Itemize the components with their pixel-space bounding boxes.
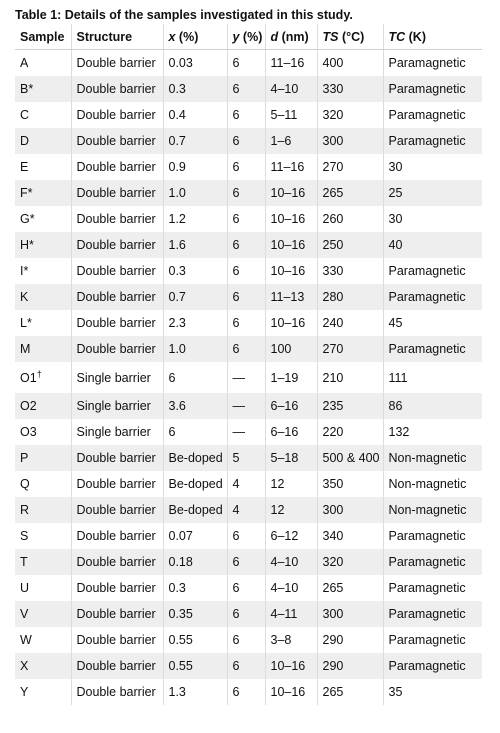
table-row — [15, 419, 482, 445]
cell-d: 6–16 — [265, 419, 317, 445]
cell-ts: 400 — [317, 50, 383, 77]
cell-tc: 35 — [383, 679, 482, 705]
cell-sample: I* — [20, 264, 29, 278]
cell-sample: E — [20, 160, 29, 174]
cell-tc: 132 — [383, 419, 482, 445]
table-row — [15, 601, 482, 627]
cell-ts: 290 — [317, 653, 383, 679]
cell-sample: W — [20, 633, 32, 647]
cell-sample: T — [15, 549, 71, 575]
table-row — [15, 471, 482, 497]
cell-tc: Paramagnetic — [383, 76, 482, 102]
cell-y: 6 — [227, 102, 265, 128]
cell-tc: Non-magnetic — [383, 471, 482, 497]
cell-ts: 340 — [317, 523, 383, 549]
cell-structure: Double barrier — [71, 102, 163, 128]
cell-y: 6 — [227, 180, 265, 206]
table-row — [15, 102, 482, 128]
cell-ts: 270 — [317, 154, 383, 180]
cell-sample: G* — [20, 212, 35, 226]
cell-d: 10–16 — [265, 258, 317, 284]
cell-d: 10–16 — [265, 310, 317, 336]
cell-ts: 210 — [317, 362, 383, 393]
table-row — [15, 206, 482, 232]
cell-x: 0.4 — [163, 102, 227, 128]
cell-sample: C — [20, 108, 30, 122]
cell-x: 0.35 — [163, 601, 227, 627]
table-row — [15, 445, 482, 471]
cell-structure: Double barrier — [71, 310, 163, 336]
cell-d: 10–16 — [265, 232, 317, 258]
table-row — [15, 154, 482, 180]
cell-ts: 250 — [317, 232, 383, 258]
cell-tc: 40 — [383, 232, 482, 258]
cell-structure: Double barrier — [71, 128, 163, 154]
cell-ts: 330 — [317, 76, 383, 102]
cell-y: 6 — [227, 154, 265, 180]
cell-y: 6 — [227, 336, 265, 362]
cell-tc: 111 — [383, 362, 482, 393]
footnote-mark: † — [36, 368, 42, 379]
cell-y: 6 — [227, 601, 265, 627]
header-row — [15, 24, 482, 50]
header-structure: Structure — [71, 24, 163, 50]
cell-tc: 86 — [383, 393, 482, 419]
cell-y: 4 — [227, 497, 265, 523]
cell-d: 10–16 — [265, 206, 317, 232]
header-x: x (%) — [163, 24, 227, 50]
cell-y: 6 — [227, 50, 265, 77]
cell-sample: P — [15, 445, 71, 471]
cell-ts: 320 — [317, 549, 383, 575]
cell-y: 6 — [227, 679, 265, 705]
cell-structure: Double barrier — [71, 232, 163, 258]
table-header — [15, 24, 482, 50]
cell-y: 5 — [227, 445, 265, 471]
cell-y: 6 — [227, 575, 265, 601]
cell-ts: 500 & 400 — [317, 445, 383, 471]
cell-structure: Double barrier — [71, 258, 163, 284]
cell-x: 1.6 — [163, 232, 227, 258]
cell-structure: Double barrier — [71, 523, 163, 549]
table-row — [15, 76, 482, 102]
cell-tc: Non-magnetic — [383, 497, 482, 523]
cell-sample: M — [15, 336, 71, 362]
cell-x: 0.03 — [163, 50, 227, 77]
cell-d: 11–16 — [265, 154, 317, 180]
cell-x: Be-doped — [163, 445, 227, 471]
cell-d: 4–10 — [265, 549, 317, 575]
cell-structure: Double barrier — [71, 549, 163, 575]
cell-y: 4 — [227, 471, 265, 497]
cell-y: 6 — [227, 258, 265, 284]
table-row — [15, 679, 482, 705]
cell-structure: Double barrier — [71, 336, 163, 362]
cell-x: 1.0 — [163, 180, 227, 206]
cell-sample: O1† — [20, 368, 42, 385]
cell-ts: 290 — [317, 627, 383, 653]
cell-y: 6 — [227, 310, 265, 336]
cell-d: 3–8 — [265, 627, 317, 653]
cell-tc: Paramagnetic — [383, 653, 482, 679]
cell-ts: 265 — [317, 575, 383, 601]
cell-sample: L* — [20, 316, 32, 330]
cell-y: — — [227, 419, 265, 445]
cell-d: 1–6 — [265, 128, 317, 154]
cell-structure: Double barrier — [71, 154, 163, 180]
cell-tc: Paramagnetic — [383, 128, 482, 154]
cell-y: 6 — [227, 76, 265, 102]
cell-d: 11–13 — [265, 284, 317, 310]
cell-ts: 320 — [317, 102, 383, 128]
cell-y: 6 — [227, 232, 265, 258]
cell-structure: Single barrier — [71, 362, 163, 393]
cell-ts: 265 — [317, 679, 383, 705]
cell-sample: Y — [20, 685, 29, 699]
cell-sample: S — [20, 529, 29, 543]
cell-x: 0.3 — [163, 76, 227, 102]
cell-d: 4–11 — [265, 601, 317, 627]
cell-x: 6 — [163, 419, 227, 445]
cell-d: 10–16 — [265, 180, 317, 206]
cell-y: 6 — [227, 206, 265, 232]
table-row — [15, 284, 482, 310]
cell-x: Be-doped — [163, 497, 227, 523]
cell-ts: 235 — [317, 393, 383, 419]
table-row — [15, 393, 482, 419]
cell-x: 1.3 — [163, 679, 227, 705]
cell-structure: Double barrier — [71, 445, 163, 471]
cell-structure: Double barrier — [71, 497, 163, 523]
cell-tc: Non-magnetic — [383, 445, 482, 471]
cell-structure: Double barrier — [71, 653, 163, 679]
cell-tc: Paramagnetic — [383, 102, 482, 128]
cell-x: 0.3 — [163, 258, 227, 284]
cell-x: 0.9 — [163, 154, 227, 180]
cell-y: 6 — [227, 128, 265, 154]
header-sample: Sample — [15, 24, 71, 50]
cell-d: 12 — [265, 497, 317, 523]
cell-d: 12 — [265, 471, 317, 497]
cell-d: 6–16 — [265, 393, 317, 419]
cell-sample: Q — [20, 477, 30, 491]
cell-structure: Double barrier — [71, 206, 163, 232]
table-row — [15, 232, 482, 258]
cell-structure: Double barrier — [71, 575, 163, 601]
cell-tc: Paramagnetic — [383, 50, 482, 77]
cell-structure: Double barrier — [71, 601, 163, 627]
cell-d: 1–19 — [265, 362, 317, 393]
cell-sample: X — [15, 653, 71, 679]
cell-x: 0.7 — [163, 128, 227, 154]
cell-sample: O2 — [15, 393, 71, 419]
cell-sample: R — [15, 497, 71, 523]
table-row — [15, 258, 482, 284]
cell-tc: 30 — [383, 206, 482, 232]
cell-d: 4–10 — [265, 76, 317, 102]
header-tc: TC (K) — [383, 24, 482, 50]
table-row — [15, 653, 482, 679]
cell-x: 2.3 — [163, 310, 227, 336]
cell-structure: Double barrier — [71, 471, 163, 497]
table-caption: Table 1: Details of the samples investigated in this study. — [15, 8, 353, 22]
cell-ts: 300 — [317, 601, 383, 627]
cell-sample: K — [15, 284, 71, 310]
cell-tc: Paramagnetic — [383, 549, 482, 575]
cell-y: 6 — [227, 627, 265, 653]
cell-x: 0.7 — [163, 284, 227, 310]
cell-structure: Double barrier — [71, 180, 163, 206]
cell-y: 6 — [227, 284, 265, 310]
cell-d: 11–16 — [265, 50, 317, 77]
table-row — [15, 362, 482, 393]
cell-sample: U — [20, 581, 30, 595]
table-row — [15, 310, 482, 336]
cell-tc: 30 — [383, 154, 482, 180]
table-row — [15, 523, 482, 549]
cell-structure: Double barrier — [71, 50, 163, 77]
cell-tc: 25 — [383, 180, 482, 206]
cell-ts: 240 — [317, 310, 383, 336]
cell-ts: 350 — [317, 471, 383, 497]
cell-tc: Paramagnetic — [383, 601, 482, 627]
cell-x: 6 — [163, 362, 227, 393]
cell-structure: Double barrier — [71, 76, 163, 102]
cell-d: 10–16 — [265, 679, 317, 705]
cell-x: 1.0 — [163, 336, 227, 362]
cell-x: 0.55 — [163, 627, 227, 653]
cell-ts: 300 — [317, 128, 383, 154]
cell-structure: Double barrier — [71, 627, 163, 653]
header-d: d (nm) — [265, 24, 317, 50]
cell-d: 6–12 — [265, 523, 317, 549]
cell-ts: 300 — [317, 497, 383, 523]
cell-tc: Paramagnetic — [383, 575, 482, 601]
cell-ts: 265 — [317, 180, 383, 206]
cell-d: 5–11 — [265, 102, 317, 128]
cell-sample: B* — [15, 76, 71, 102]
cell-x: 3.6 — [163, 393, 227, 419]
cell-tc: Paramagnetic — [383, 523, 482, 549]
cell-sample: F* — [15, 180, 71, 206]
cell-tc: Paramagnetic — [383, 627, 482, 653]
cell-y: 6 — [227, 549, 265, 575]
cell-tc: Paramagnetic — [383, 284, 482, 310]
table-row — [15, 336, 482, 362]
table-row — [15, 497, 482, 523]
cell-structure: Single barrier — [71, 393, 163, 419]
cell-tc: Paramagnetic — [383, 336, 482, 362]
cell-y: — — [227, 393, 265, 419]
cell-structure: Double barrier — [71, 679, 163, 705]
table-body — [15, 50, 482, 706]
cell-d: 4–10 — [265, 575, 317, 601]
cell-ts: 220 — [317, 419, 383, 445]
table-row — [15, 627, 482, 653]
cell-x: 0.55 — [163, 653, 227, 679]
samples-table — [15, 24, 482, 705]
cell-sample: D — [15, 128, 71, 154]
cell-ts: 280 — [317, 284, 383, 310]
cell-ts: 330 — [317, 258, 383, 284]
cell-ts: 270 — [317, 336, 383, 362]
table-row — [15, 128, 482, 154]
cell-d: 5–18 — [265, 445, 317, 471]
table-row — [15, 575, 482, 601]
header-ts: TS (°C) — [317, 24, 383, 50]
cell-ts: 260 — [317, 206, 383, 232]
cell-structure: Double barrier — [71, 284, 163, 310]
table-row — [15, 50, 482, 77]
cell-tc: 45 — [383, 310, 482, 336]
header-y: y (%) — [227, 24, 265, 50]
table-row — [15, 180, 482, 206]
table-row — [15, 549, 482, 575]
cell-x: 0.3 — [163, 575, 227, 601]
cell-y: 6 — [227, 523, 265, 549]
cell-structure: Single barrier — [71, 419, 163, 445]
cell-sample: V — [15, 601, 71, 627]
cell-y: — — [227, 362, 265, 393]
cell-sample: H* — [15, 232, 71, 258]
cell-x: 1.2 — [163, 206, 227, 232]
cell-x: Be-doped — [163, 471, 227, 497]
cell-sample: O3 — [20, 425, 37, 439]
cell-x: 0.18 — [163, 549, 227, 575]
cell-d: 10–16 — [265, 653, 317, 679]
cell-d: 100 — [265, 336, 317, 362]
cell-tc: Paramagnetic — [383, 258, 482, 284]
cell-x: 0.07 — [163, 523, 227, 549]
cell-sample: A — [20, 56, 29, 70]
cell-y: 6 — [227, 653, 265, 679]
